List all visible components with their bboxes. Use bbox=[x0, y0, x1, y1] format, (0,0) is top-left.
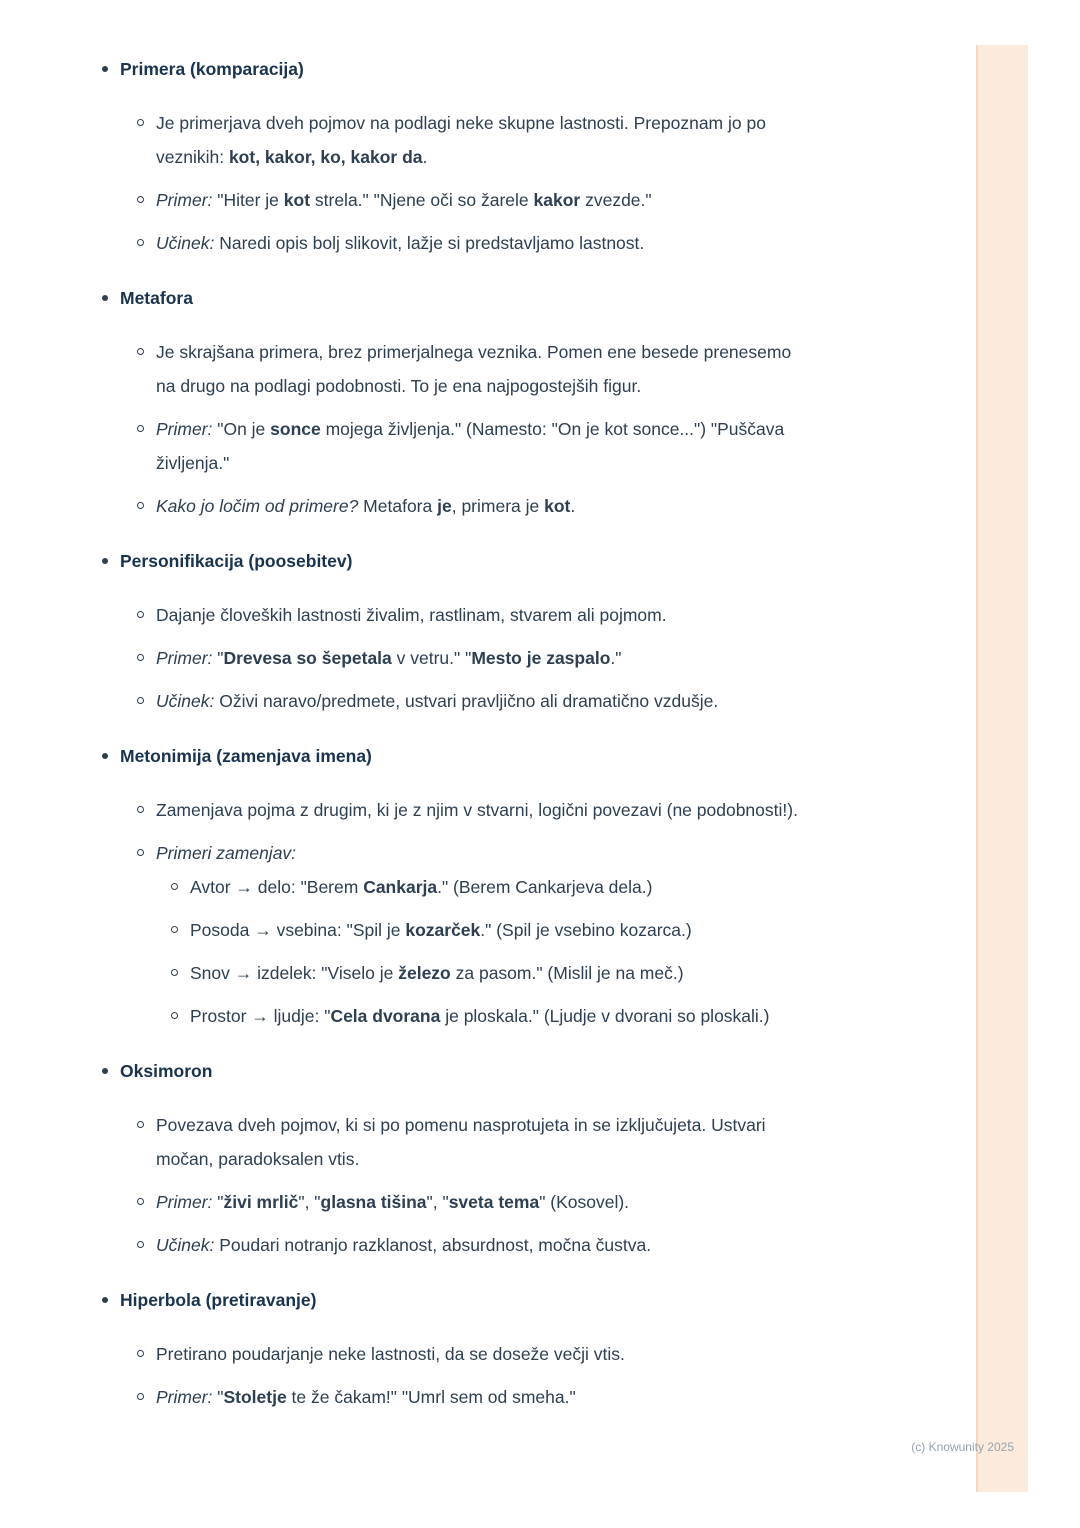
section-title: Metafora bbox=[120, 288, 193, 308]
bullet-dot-icon bbox=[100, 1283, 120, 1317]
bullet-dot-icon bbox=[100, 544, 120, 578]
section-title: Metonimija (zamenjava imena) bbox=[120, 746, 372, 766]
text-run: Drevesa so šepetala bbox=[223, 648, 392, 668]
list-item-text bbox=[156, 1185, 800, 1219]
text-run: sonce bbox=[270, 419, 321, 439]
list-item bbox=[137, 1380, 800, 1414]
list-item bbox=[137, 641, 800, 675]
circle-bullet-icon bbox=[137, 684, 156, 718]
circle-bullet-icon bbox=[137, 226, 156, 260]
text-run: Zamenjava pojma z drugim, ki je z njim v stvarni, logični povezavi (ne podobnosti!). bbox=[156, 800, 798, 820]
text-run: železo bbox=[398, 963, 451, 983]
circle-bullet-icon bbox=[171, 999, 190, 1033]
list-item-text bbox=[190, 913, 840, 947]
document-body bbox=[100, 52, 840, 1414]
text-run: Poudari notranjo razklanost, absurdnost, močna čustva. bbox=[214, 1235, 652, 1255]
circle-bullet-icon bbox=[137, 1337, 156, 1371]
section bbox=[100, 1283, 840, 1414]
list-item-text bbox=[156, 183, 800, 217]
list-item bbox=[137, 684, 800, 718]
text-run: Primer: bbox=[156, 1192, 213, 1212]
text-run: kozarček bbox=[405, 920, 481, 940]
bullet-dot-icon bbox=[100, 1054, 120, 1088]
list-item-text bbox=[190, 999, 840, 1033]
circle-bullet-icon bbox=[137, 1228, 156, 1262]
section-heading bbox=[100, 281, 840, 315]
circle-bullet-icon bbox=[137, 183, 156, 217]
list-item bbox=[137, 106, 800, 174]
text-run: Metafora bbox=[358, 496, 438, 516]
text-run: ." (Berem Cankarjeva dela.) bbox=[437, 877, 653, 897]
text-run: Naredi opis bolj slikovit, lažje si predstavljamo lastnost. bbox=[214, 233, 645, 253]
section bbox=[100, 1054, 840, 1262]
text-run: Stoletje bbox=[223, 1387, 287, 1407]
circle-bullet-icon bbox=[137, 598, 156, 632]
text-run: "On je bbox=[212, 419, 271, 439]
text-run: Je primerjava dveh pojmov na podlagi neke skupne lastnosti. Prepoznam jo po veznikih: bbox=[156, 113, 766, 167]
text-run: ", " bbox=[298, 1192, 321, 1212]
list-item-text bbox=[156, 1228, 800, 1262]
section-heading bbox=[100, 52, 840, 86]
section-heading bbox=[100, 1054, 840, 1088]
text-run: Snov → izdelek: "Viselo je bbox=[190, 963, 399, 983]
circle-bullet-icon bbox=[137, 1108, 156, 1176]
text-run: Oživi naravo/predmete, ustvari pravljično ali dramatično vzdušje. bbox=[214, 691, 719, 711]
section-title: Personifikacija (poosebitev) bbox=[120, 551, 353, 571]
text-run: te že čakam!" "Umrl sem od smeha." bbox=[286, 1387, 576, 1407]
text-run: kot bbox=[544, 496, 571, 516]
text-run: sveta tema bbox=[448, 1192, 540, 1212]
text-run: glasna tišina bbox=[320, 1192, 427, 1212]
text-run: ." bbox=[610, 648, 622, 668]
text-run: " bbox=[212, 1192, 224, 1212]
text-run: " (Kosovel). bbox=[539, 1192, 630, 1212]
text-run: ", " bbox=[426, 1192, 449, 1212]
list-item bbox=[171, 956, 840, 990]
section-heading bbox=[100, 739, 840, 773]
section bbox=[100, 52, 840, 260]
text-run: Dajanje človeških lastnosti živalim, rastlinam, stvarem ali pojmom. bbox=[156, 605, 667, 625]
section-title: Primera (komparacija) bbox=[120, 59, 304, 79]
list-item bbox=[137, 1228, 800, 1262]
list-item bbox=[137, 1337, 800, 1371]
text-run: Učinek: bbox=[156, 1235, 215, 1255]
text-run: Posoda → vsebina: "Spil je bbox=[190, 920, 406, 940]
text-run: "Hiter je bbox=[212, 190, 284, 210]
list-item-text bbox=[156, 226, 800, 260]
list-item bbox=[137, 412, 800, 480]
list-item bbox=[137, 1185, 800, 1219]
section-heading bbox=[100, 544, 840, 578]
circle-bullet-icon bbox=[137, 412, 156, 480]
list-item bbox=[137, 335, 800, 403]
bullet-dot-icon bbox=[100, 281, 120, 315]
list-item bbox=[137, 226, 800, 260]
text-run: mojega življenja." (Namesto: "On je kot sonce...") "Puščava življenja." bbox=[156, 419, 785, 473]
text-run: Povezava dveh pojmov, ki si po pomenu nasprotujeta in se izključujeta. Ustvari močan, paradoksalen vtis. bbox=[156, 1115, 766, 1169]
text-run: Kako jo ločim od primere? bbox=[156, 496, 359, 516]
list-item bbox=[137, 183, 800, 217]
section-title: Oksimoron bbox=[120, 1061, 213, 1081]
list-item-text bbox=[156, 598, 800, 632]
bullet-dot-icon bbox=[100, 739, 120, 773]
list-item-text bbox=[156, 412, 800, 480]
text-run: je bbox=[437, 496, 452, 516]
list-item-text bbox=[156, 793, 800, 827]
list-item-text bbox=[190, 956, 840, 990]
text-run: Primer: bbox=[156, 648, 213, 668]
circle-bullet-icon bbox=[137, 1185, 156, 1219]
text-run: kakor bbox=[533, 190, 581, 210]
circle-bullet-icon bbox=[137, 793, 156, 827]
circle-bullet-icon bbox=[171, 956, 190, 990]
list-item bbox=[137, 489, 800, 523]
text-run: Pretirano poudarjanje neke lastnosti, da se doseže večji vtis. bbox=[156, 1344, 625, 1364]
text-run: Primer: bbox=[156, 190, 213, 210]
text-run: Učinek: bbox=[156, 233, 215, 253]
list-item-text bbox=[156, 335, 800, 403]
list-item bbox=[171, 913, 840, 947]
bullet-dot-icon bbox=[100, 52, 120, 86]
circle-bullet-icon bbox=[171, 913, 190, 947]
text-run: Cankarja bbox=[363, 877, 438, 897]
text-run: za pasom." (Mislil je na meč.) bbox=[450, 963, 684, 983]
circle-bullet-icon bbox=[137, 489, 156, 523]
circle-bullet-icon bbox=[137, 1380, 156, 1414]
text-run: živi mrlič bbox=[223, 1192, 299, 1212]
list-item bbox=[171, 999, 840, 1033]
circle-bullet-icon bbox=[171, 870, 190, 904]
list-item-text bbox=[156, 684, 800, 718]
list-item-text bbox=[156, 106, 800, 174]
text-run: strela." "Njene oči so žarele bbox=[310, 190, 534, 210]
list-item bbox=[137, 836, 800, 870]
list-item bbox=[137, 793, 800, 827]
text-run: Primeri zamenjav: bbox=[156, 843, 297, 863]
text-run: . bbox=[422, 147, 428, 167]
text-run: , primera je bbox=[451, 496, 545, 516]
circle-bullet-icon bbox=[137, 106, 156, 174]
text-run: Primer: bbox=[156, 1387, 213, 1407]
text-run: Je skrajšana primera, brez primerjalnega veznika. Pomen ene besede prenesemo na drugo na podlagi podobnosti. To je ena najpogostejših figur. bbox=[156, 342, 792, 396]
watermark: (c) Knowunity 2025 bbox=[911, 1440, 1014, 1454]
text-run: zvezde." bbox=[580, 190, 652, 210]
list-item-text bbox=[156, 1380, 800, 1414]
list-item-text bbox=[190, 870, 840, 904]
list-item-text bbox=[156, 836, 800, 870]
text-run: Učinek: bbox=[156, 691, 215, 711]
text-run: je ploskala." (Ljudje v dvorani so ploskali.) bbox=[440, 1006, 770, 1026]
section-title: Hiperbola (pretiravanje) bbox=[120, 1290, 317, 1310]
section bbox=[100, 281, 840, 523]
list-item-text bbox=[156, 1337, 800, 1371]
text-run: kot bbox=[283, 190, 311, 210]
list-item bbox=[137, 1108, 800, 1176]
text-run: . bbox=[570, 496, 576, 516]
circle-bullet-icon bbox=[137, 641, 156, 675]
section-heading bbox=[100, 1283, 840, 1317]
text-run: v vetru." " bbox=[391, 648, 472, 668]
section bbox=[100, 739, 840, 1033]
text-run: " bbox=[212, 1387, 224, 1407]
list-item bbox=[171, 870, 840, 904]
text-run: kot, kakor, ko, kakor da bbox=[228, 147, 423, 167]
text-run: Cela dvorana bbox=[330, 1006, 441, 1026]
circle-bullet-icon bbox=[137, 836, 156, 870]
text-run: Primer: bbox=[156, 419, 213, 439]
list-item-text bbox=[156, 641, 800, 675]
text-run: ." (Spil je vsebino kozarca.) bbox=[480, 920, 692, 940]
text-run: Avtor → delo: "Berem bbox=[190, 877, 364, 897]
text-run: Mesto je zaspalo bbox=[471, 648, 611, 668]
list-item-text bbox=[156, 1108, 800, 1176]
section bbox=[100, 544, 840, 718]
list-item-text bbox=[156, 489, 800, 523]
text-run: " bbox=[212, 648, 224, 668]
right-margin-stripe bbox=[976, 45, 1028, 1492]
list-item bbox=[137, 598, 800, 632]
text-run: Prostor → ljudje: " bbox=[190, 1006, 331, 1026]
circle-bullet-icon bbox=[137, 335, 156, 403]
